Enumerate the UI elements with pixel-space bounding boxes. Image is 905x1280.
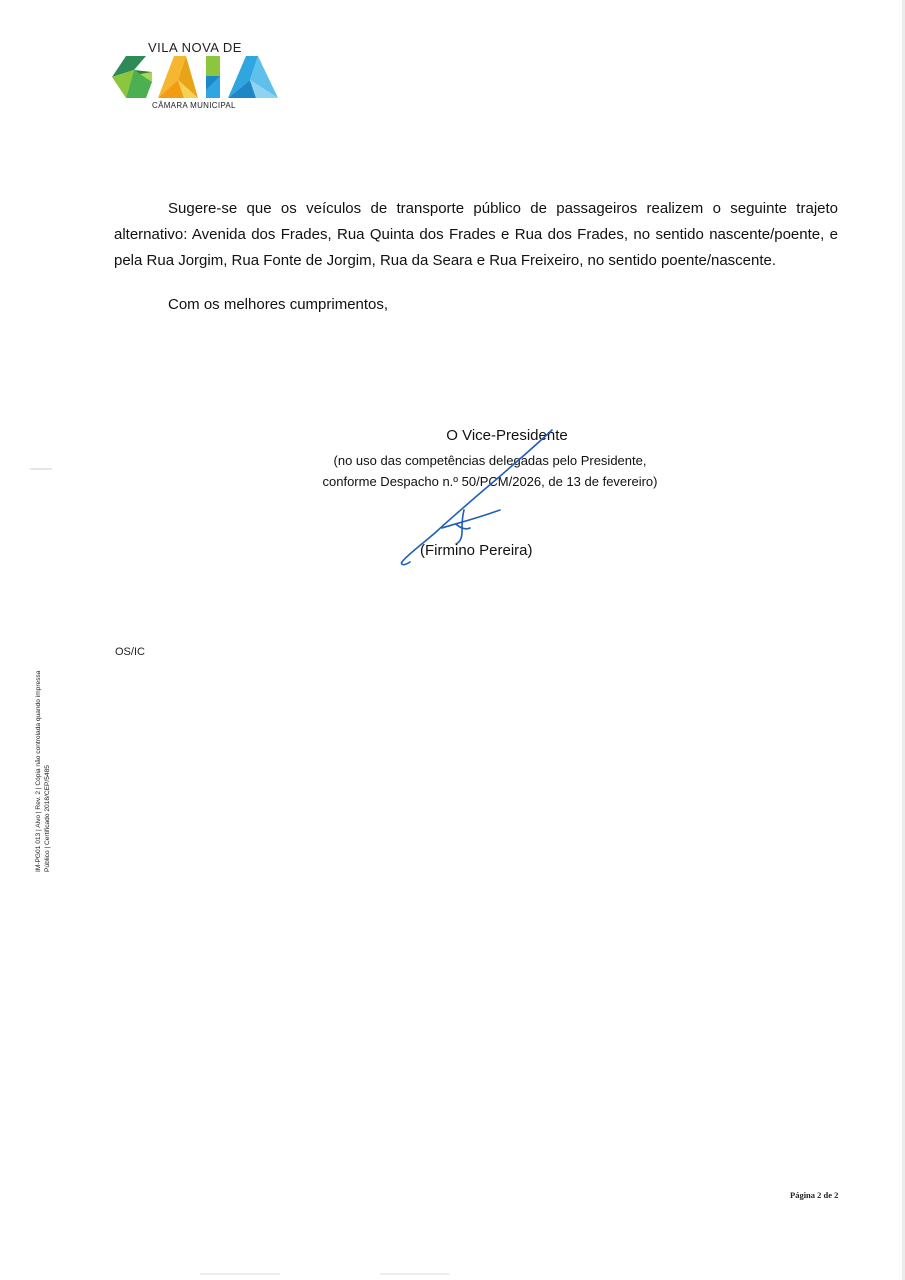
logo-letter-a1 (158, 56, 198, 98)
side-note-line-2: Público | Certificado 2018/CEP/5485 (44, 765, 51, 872)
document-reference: OS/IC (115, 646, 145, 658)
closing-line: Com os melhores cumprimentos, (168, 296, 389, 313)
logo-letter-a2 (228, 56, 278, 98)
signatory-title: O Vice-Presidente (446, 427, 568, 444)
scan-artifact (380, 1273, 450, 1275)
margin-mark (30, 468, 52, 470)
municipal-logo (112, 38, 282, 114)
logo-bottom-text: CÂMARA MUNICIPAL (152, 101, 236, 110)
logo-top-text: VILA NOVA DE (148, 40, 242, 55)
logo-letter-i (206, 56, 220, 98)
logo-letter-g (112, 56, 152, 98)
delegation-note-line-1: (no uso das competências delegadas pelo Presidente, (333, 453, 647, 468)
body-paragraph: Sugere-se que os veículos de transporte público de passageiros realizem o seguinte trajeto alternativo: Avenida dos Frades, Rua Quinta dos Frades e Rua dos Frades, no sentido nascente/poente, e pela Rua Jorgim, Rua Fonte de Jorgim, Rua da Seara e Rua Freixeiro, no sentido poente/nascente. (114, 200, 838, 269)
side-note-line-1: IM-PG01 013 | Alvo | Rev. 2 | Cópia não controlada quando impressa (35, 670, 42, 872)
gaia-wordmark-logo (112, 56, 278, 98)
delegation-note-line-2: conforme Despacho n.º 50/PCM/2026, de 13 de fevereiro) (322, 474, 658, 489)
side-control-note (34, 671, 52, 872)
signatory-name: (Firmino Pereira) (420, 542, 533, 559)
scan-artifact (200, 1273, 280, 1275)
page-number: Página 2 de 2 (790, 1190, 839, 1200)
